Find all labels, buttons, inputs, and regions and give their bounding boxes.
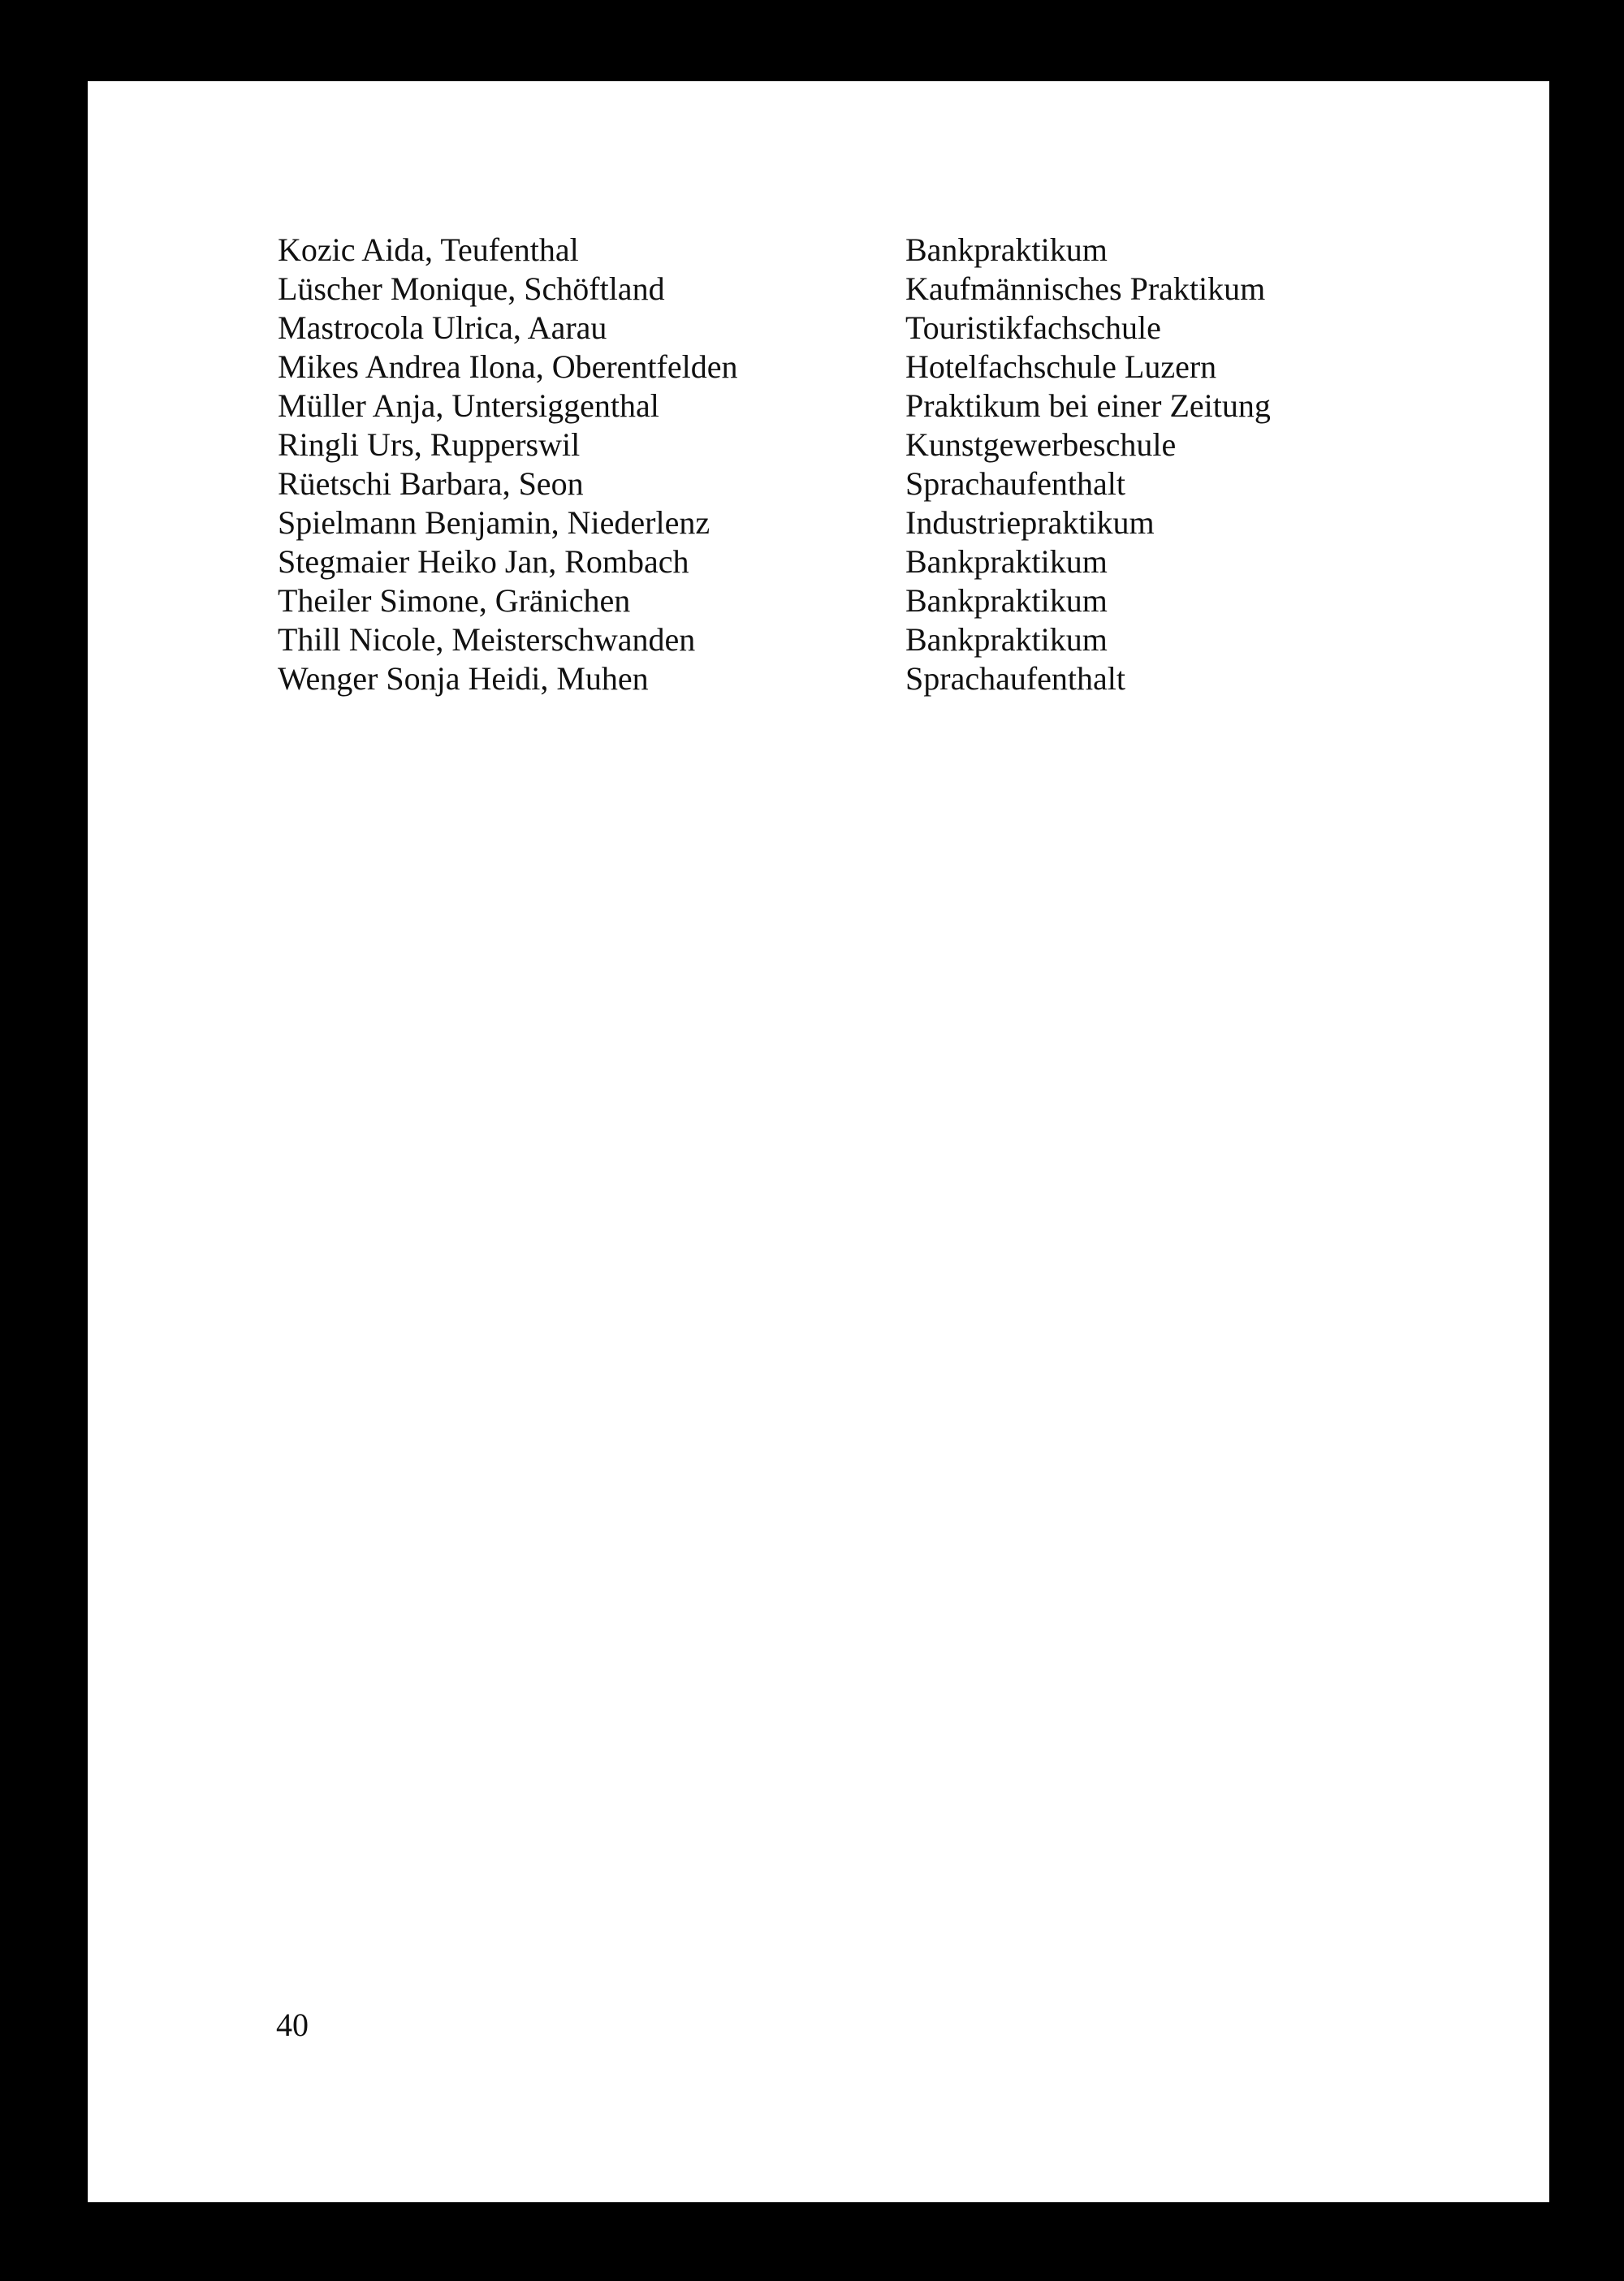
document-page: [88, 81, 1549, 2202]
list-item: [278, 659, 1496, 698]
list-item: [278, 270, 1496, 309]
person-name: Spielmann Benjamin, Niederlenz: [278, 504, 710, 541]
activity: Praktikum bei einer Zeitung: [905, 387, 1271, 424]
person-name: Mastrocola Ulrica, Aarau: [278, 309, 607, 346]
list-item: [278, 426, 1496, 464]
activity: Bankpraktikum: [905, 231, 1108, 268]
list-item: [278, 581, 1496, 620]
person-name: Theiler Simone, Gränichen: [278, 582, 631, 619]
list-item: [278, 542, 1496, 581]
person-name: Kozic Aida, Teufenthal: [278, 231, 579, 268]
list-item: [278, 503, 1496, 542]
activity: Kunstgewerbeschule: [905, 426, 1177, 463]
person-name: Lüscher Monique, Schöftland: [278, 270, 665, 307]
person-name: Ringli Urs, Rupperswil: [278, 426, 581, 463]
person-name: Thill Nicole, Meisterschwanden: [278, 621, 696, 658]
activity: Sprachaufenthalt: [905, 465, 1125, 502]
activity: Hotelfachschule Luzern: [905, 348, 1217, 385]
person-name: Mikes Andrea Ilona, Oberentfelden: [278, 348, 738, 385]
list-item: [278, 348, 1496, 387]
activity: Sprachaufenthalt: [905, 660, 1125, 697]
list-item: [278, 309, 1496, 348]
person-name: Wenger Sonja Heidi, Muhen: [278, 660, 649, 697]
activity: Touristikfachschule: [905, 309, 1161, 346]
page-number: 40: [276, 2007, 309, 2043]
list-item: [278, 620, 1496, 659]
activity: Bankpraktikum: [905, 621, 1108, 658]
list-item: [278, 231, 1496, 270]
person-name: Rüetschi Barbara, Seon: [278, 465, 584, 502]
person-name: Müller Anja, Untersiggenthal: [278, 387, 659, 424]
list-item: [278, 464, 1496, 503]
activity: Bankpraktikum: [905, 582, 1108, 619]
activity: Bankpraktikum: [905, 543, 1108, 580]
activity: Kaufmännisches Praktikum: [905, 270, 1266, 307]
entry-list: [278, 231, 1496, 698]
list-item: [278, 387, 1496, 426]
activity: Industriepraktikum: [905, 504, 1155, 541]
person-name: Stegmaier Heiko Jan, Rombach: [278, 543, 689, 580]
